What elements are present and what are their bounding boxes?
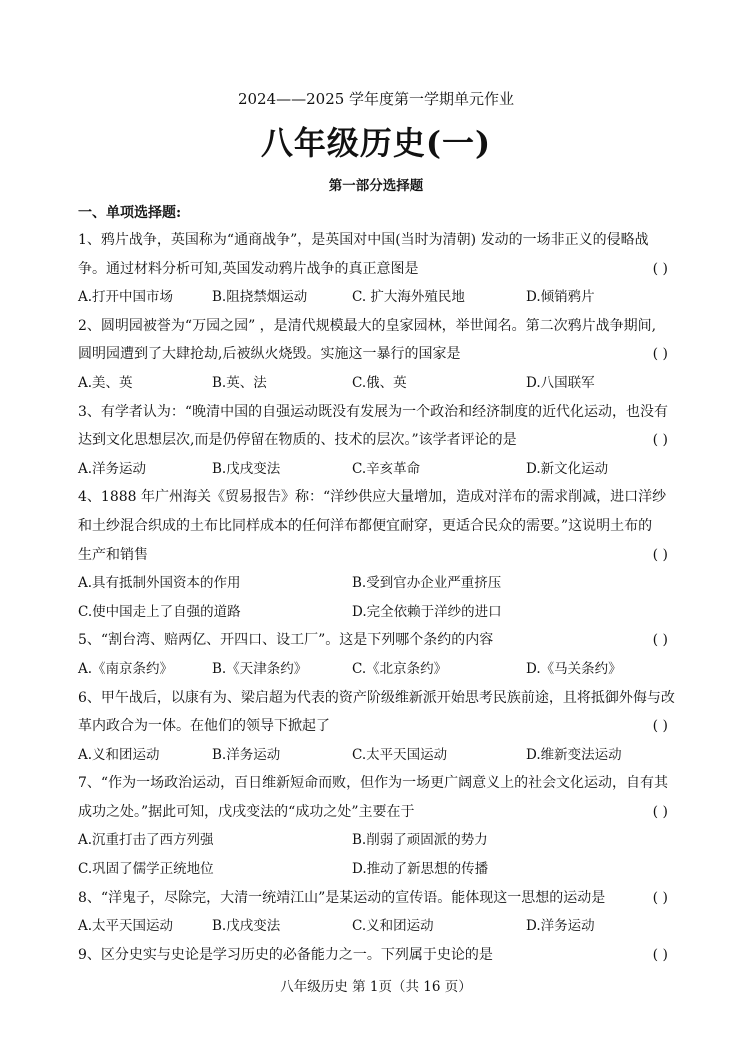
option: A.具有抵制外国资本的作用 [78, 575, 241, 592]
option: B.英、法 [212, 374, 267, 391]
answer-bracket[interactable]: ( ) [652, 432, 668, 449]
question-line: 7、“作为一场政治运动，百日维新短命而败，但作为一场更广阔意义上的社会文化运动，自有其 [78, 775, 669, 792]
option: C.《北京条约》 [352, 660, 448, 677]
options-row [78, 741, 668, 770]
option: D.洋务运动 [526, 918, 595, 935]
option: B.阻挠禁烟运动 [212, 289, 308, 306]
option: D.完全依赖于洋纱的进口 [352, 603, 502, 620]
options-row [78, 455, 668, 484]
question-line: 圆明园遭到了大肆抢劫,后被纵火烧毁。实施这一暴行的国家是 ( ) [78, 340, 668, 369]
question-line: 争。通过材料分析可知,英国发动鸦片战争的真正意图是 ( ) [78, 255, 668, 284]
page-footer: 八年级历史 第 1页（共 16 页） [280, 979, 472, 995]
question-line: 3、有学者认为：“晚清中国的自强运动既没有发展为一个政治和经济制度的近代化运动，也没有 [78, 403, 669, 420]
option: B.《天津条约》 [212, 660, 308, 677]
option: B.削弱了顽固派的势力 [352, 832, 488, 849]
options-row [78, 283, 668, 312]
option: D.推动了新思想的传播 [352, 861, 489, 878]
option: A.义和团运动 [78, 746, 160, 763]
option: A.洋务运动 [78, 460, 147, 477]
exam-title: 八年级历史(一) [260, 124, 492, 162]
option: C.巩固了儒学正统地位 [78, 861, 214, 878]
options-row [78, 569, 668, 598]
question-line: 8、“洋鬼子，尽除完，大清一统靖江山”是某运动的宣传语。能体现这一思想的运动是 ( ) [78, 884, 668, 913]
option: C.义和团运动 [352, 918, 434, 935]
question-line: 和土纱混合织成的土布比同样成本的任何洋布都便宜耐穿，更适合民众的需要。”这说明土布的 [78, 517, 653, 534]
answer-bracket[interactable]: ( ) [652, 346, 668, 363]
answer-bracket[interactable]: ( ) [652, 803, 668, 820]
option: D.八国联军 [526, 374, 595, 391]
question-line: 生产和销售 ( ) [78, 541, 668, 570]
question-line: 2、圆明园被誉为“万园之园” ，是清代规模最大的皇家园林，举世闻名。第二次鸦片战争期间, [78, 317, 657, 334]
option: D.维新变法运动 [526, 746, 622, 763]
question-line: 9、区分史实与史论是学习历史的必备能力之一。下列属于史论的是 ( ) [78, 941, 668, 970]
option: C.辛亥革命 [352, 460, 421, 477]
answer-bracket[interactable]: ( ) [652, 546, 668, 563]
question-line: 成功之处。”据此可知，戊戌变法的“成功之处”主要在于 ( ) [78, 798, 668, 827]
question-list [78, 226, 675, 969]
option: A.太平天国运动 [78, 918, 174, 935]
answer-bracket[interactable]: ( ) [652, 889, 668, 906]
options-row [78, 912, 668, 941]
options-row [78, 369, 668, 398]
question-line: 1、鸦片战争，英国称为“通商战争”，是英国对中国(当时为清朝) 发动的一场非正义的侵略战 [78, 232, 649, 248]
answer-bracket[interactable]: ( ) [652, 946, 668, 963]
option: B.受到官办企业严重挤压 [352, 575, 502, 592]
part-heading: 第一部分选择题 [328, 178, 424, 194]
question-line: 革内政合为一体。在他们的领导下掀起了 ( ) [78, 712, 668, 741]
option: A.《南京条约》 [78, 660, 174, 677]
answer-bracket[interactable]: ( ) [652, 260, 668, 277]
option: C. 扩大海外殖民地 [352, 289, 465, 306]
option: D.倾销鸦片 [526, 289, 595, 306]
options-row [78, 855, 668, 884]
options-row [78, 655, 668, 684]
options-row [78, 598, 668, 627]
question-line: 达到文化思想层次,而是仍停留在物质的、技术的层次。”该学者评论的是 ( ) [78, 426, 668, 455]
answer-bracket[interactable]: ( ) [652, 632, 668, 649]
question-line: 5、“割台湾、赔两亿、开四口、设工厂”。这是下列哪个条约的内容 ( ) [78, 626, 668, 655]
option: C.俄、英 [352, 374, 407, 391]
option: C.太平天国运动 [352, 746, 448, 763]
option: C.使中国走上了自强的道路 [78, 603, 241, 620]
option: D.《马关条约》 [526, 660, 622, 677]
question-line: 6、甲午战后，以康有为、梁启超为代表的资产阶级维新派开始思考民族前途，且将抵御外侮与改 [78, 689, 675, 706]
option: D.新文化运动 [526, 460, 609, 477]
option: A.打开中国市场 [78, 289, 174, 306]
option: B.戊戌变法 [212, 460, 281, 477]
question-line: 4、1888 年广州海关《贸易报告》称：“洋纱供应大量增加，造成对洋布的需求削减，进口洋纱 [78, 489, 667, 506]
option: B.洋务运动 [212, 746, 281, 763]
exam-subtitle: 2024——2025 学年度第一学期单元作业 [237, 90, 515, 108]
options-row [78, 826, 668, 855]
section-heading: 一、单项选择题: [78, 205, 182, 221]
answer-bracket[interactable]: ( ) [652, 718, 668, 735]
option: A.沉重打击了西方列强 [78, 832, 214, 849]
option: B.戊戌变法 [212, 918, 281, 935]
option: A.美、英 [78, 374, 133, 391]
